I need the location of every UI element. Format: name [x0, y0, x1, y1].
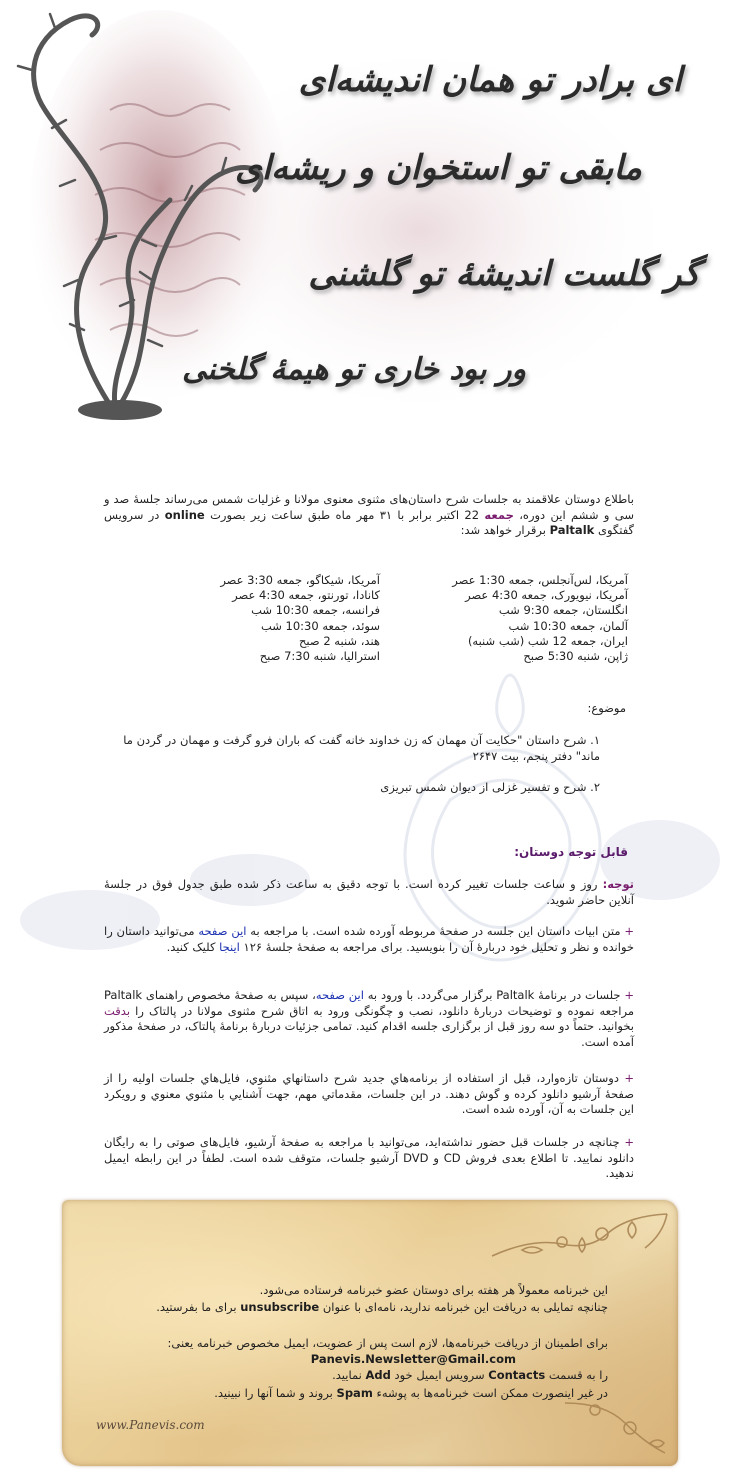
schedule-column-left: [220, 573, 380, 664]
contacts-keyword: Contacts: [488, 1368, 546, 1382]
schedule-row: ایران، جمعه 12 شب (شب شنبه): [467, 633, 628, 648]
schedule-row: آمریکا، شیکاگو، جمعه 3:30 عصر: [220, 573, 380, 587]
add-keyword: Add: [365, 1368, 391, 1382]
newsletter-box: [62, 1200, 678, 1466]
topics-label: موضوع:: [587, 701, 626, 715]
intro-paragraph: [104, 492, 634, 539]
poem-line-4: ور بود خاری تو هیمهٔ گلخنی: [182, 352, 526, 387]
schedule-column-right: [452, 573, 628, 664]
site-url[interactable]: www.Panevis.com: [96, 1418, 205, 1432]
intro-text-2: 22 اکتبر برابر با ۳۱ مهر ماه طبق ساعت زیر بصورت: [210, 507, 480, 522]
poem-line-1: ای برادر تو همان اندیشه‌ای: [298, 60, 682, 100]
plus-icon: +: [624, 1071, 635, 1085]
poem-line-2: مابقی تو استخوان و ریشه‌ای: [235, 148, 642, 188]
schedule-table: [168, 573, 628, 673]
newsletter-line-2: [156, 1300, 608, 1314]
plus-icon: +: [624, 988, 634, 1002]
schedule-row: انگلستان، جمعه 9:30 شب: [498, 603, 628, 618]
plus-icon: +: [624, 924, 635, 938]
notice-text: چنانچه در جلسات قبل حضور نداشته‌اید، می‌توانید با مراجعه به صفحهٔ آرشیو، فایل‌های صوتی را به رایگان دانلود نمایید. تا اطلاع بعدی فروش CD و DVD آرشیو جلسات، متوقف شده است. لطفاً در این رابطه ایمیل ندهید.: [104, 1135, 634, 1180]
intro-text-4: برقرار خواهد شد:: [460, 523, 546, 537]
intro-online: online: [164, 507, 205, 522]
schedule-row: فرانسه، جمعه 10:30 شب: [251, 603, 380, 618]
newsletter-text: بروند و شما آنها را نبینید.: [214, 1386, 333, 1400]
schedule-row: آمریکا، نیویورک، جمعه 4:30 عصر: [465, 588, 628, 603]
this-page-link[interactable]: این صفحه: [198, 924, 247, 938]
schedule-row: سوئد، جمعه 10:30 شب: [260, 618, 380, 633]
notice-paragraph-2: [104, 924, 634, 955]
notice-text: می‌توانید داستان را خوانده و نظر و تحلیل خود دربارهٔ آن را بنویسید. برای مراجعه به صفحهٔ جلسهٔ ۱۲۶: [104, 924, 634, 954]
intro-paltalk: Paltalk: [549, 523, 595, 537]
intro-text-3: در سرویس گفتگوی: [104, 507, 634, 537]
newsletter-line-3: برای اطمینان از دریافت خبرنامه‌ها، لازم است پس از عضویت، ایمیل مخصوص خبرنامه یعنی:: [167, 1336, 608, 1350]
unsubscribe-keyword: unsubscribe: [240, 1300, 320, 1314]
notice-text: کلیک کنید.: [166, 939, 216, 954]
notice-text: متن ابیات داستان این جلسه در صفحهٔ مربوطه آورده شده است. با مراجعه به: [250, 924, 621, 938]
notice-text: ، سپس به صفحهٔ مخصوص راهنمای Paltalk مراجعه نموده و توضیحات دربارهٔ دانلود، نصب و چگونگی ورود به اتاق شرح مثنوی مولانا در پالتاک را: [104, 988, 635, 1018]
spam-keyword: Spam: [336, 1386, 373, 1400]
notice-text: بخوانید. حتماً دو سه روز قبل از برگزاری جلسه اقدام کنید. تمامی جزئیات دربارهٔ برنامهٔ پالتاک، در صفحهٔ مذکور آمده است.: [104, 1019, 634, 1049]
intro-friday: جمعه: [484, 507, 514, 522]
notice-text: روز و ساعت جلسات تغییر کرده است. با توجه دقیق به ساعت ذکر شده طبق جدول فوق در جلسهٔ آنلاین حاضر شوید.: [104, 877, 634, 907]
schedule-row: آمریکا، لس‌آنجلس، جمعه 1:30 عصر: [452, 573, 628, 587]
plus-icon: +: [624, 1135, 635, 1149]
schedule-row: کانادا، تورنتو، جمعه 4:30 عصر: [232, 588, 380, 603]
newsletter-text: را به قسمت: [548, 1368, 608, 1382]
newsletter-text: نمایید.: [332, 1368, 362, 1382]
notice-title: قابل توجه دوستان:: [514, 845, 628, 859]
schedule-row: هند، شنبه 2 صبح: [299, 633, 380, 648]
newsletter-text: سرویس ایمیل خود: [394, 1368, 485, 1382]
topic-item-2: ۲. شرح و تفسیر غزلی از دیوان شمس تبریزی: [380, 780, 600, 794]
notice-paragraph-5: [104, 1135, 634, 1182]
schedule-row: آلمان، جمعه 10:30 شب: [508, 618, 628, 633]
notice-paragraph-3: [104, 988, 634, 1050]
notice-text: جلسات در برنامهٔ Paltalk برگزار می‌گردد. با ورود به: [367, 988, 621, 1002]
topic-item-1: ۱. شرح داستان "حکایت آن مهمان که زن خداوند خانه گفت که باران فرو گرفت و مهمان در گردن ما ماند" دفتر پنجم، بیت ۲۶۴۷: [123, 733, 600, 763]
paltalk-page-link[interactable]: این صفحه: [315, 988, 364, 1002]
newsletter-line-1: این خبرنامه معمولاً هر هفته برای دوستان عضو خبرنامه فرستاده می‌شود.: [259, 1283, 608, 1297]
newsletter-line-6: [214, 1386, 608, 1400]
poem-line-3: گر گلست اندیشهٔ تو گلشنی: [308, 254, 700, 294]
notice-paragraph-4: [104, 1071, 634, 1118]
newsletter-text: چنانچه تمایلی به دریافت این خبرنامه ندارید، نامه‌ای با عنوان: [322, 1300, 608, 1314]
newsletter-text: برای ما بفرستید.: [156, 1300, 237, 1314]
newsletter-email[interactable]: Panevis.Newsletter@Gmail.com: [310, 1352, 516, 1366]
floral-ornament-icon: [482, 1208, 672, 1268]
notice-paragraph-1: [104, 877, 634, 908]
intro-text-1: باطلاع دوستان علاقمند به جلسات شرح داستان‌های مثنوی معنوی مولانا و غزلیات شمس می‌رساند جلسهٔ صد و سی و ششم این دوره،: [104, 492, 635, 522]
poem-banner: [0, 0, 738, 430]
notice-attention-label: توجه:: [602, 877, 634, 891]
schedule-row: استرالیا، شنبه 7:30 صبح: [259, 648, 380, 663]
schedule-row: ژاپن، شنبه 5:30 صبح: [523, 648, 628, 663]
here-link[interactable]: اینجا: [219, 939, 240, 954]
notice-text: دوستان تازه‌وارد، قبل از استفاده از برنامه‌هاي جديد شرح داستانهاي مثنوي، فايل‌هاي جلسات اوليه را از صفحهٔ آرشيو دانلود کرده و گوش دهند. در اين جلسات، مقدماتي مهم، جهت آشنايي با مثنوي معنوي و رويکرد اين جلسات به آن، آورده شده است.: [104, 1071, 634, 1116]
newsletter-line-5: [332, 1368, 608, 1382]
newsletter-text: در غیر اینصورت ممکن است خبرنامه‌ها به پوشهء: [376, 1386, 608, 1400]
carefully-emphasis: بدقت: [104, 1003, 131, 1018]
